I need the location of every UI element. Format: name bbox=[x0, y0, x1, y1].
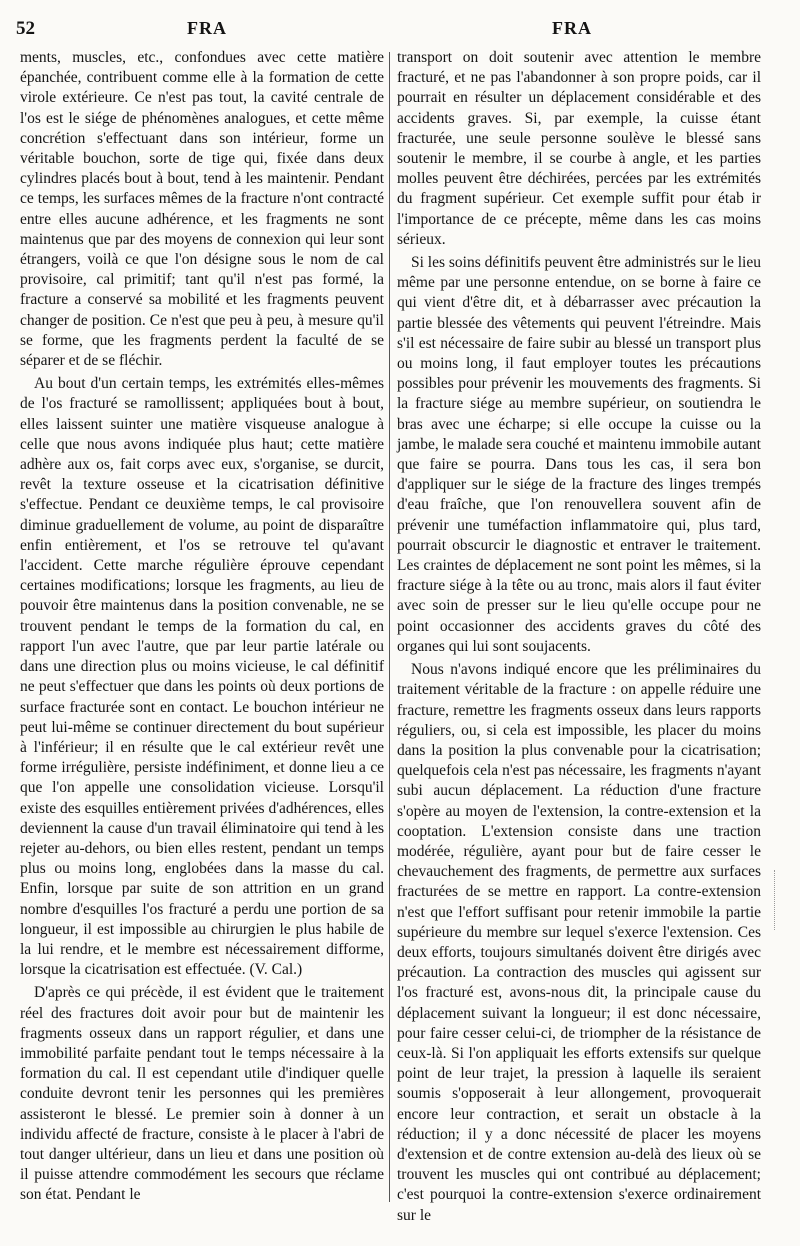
paragraph: Si les soins définitifs peuvent être administrés sur le lieu même par une personne entendue, on se borne à faire ce qui vient d'être dit, et à débarrasser avec précaution la partie blessée des vêtements qui peuvent l'étreindre. Mais s'il est nécessaire de faire subir au blessé un transport plus ou moins long, il faut employer toutes les précautions possibles pour prévenir les mouvements des fragments. Si la fracture siége au membre supérieur, on soutiendra le bras avec une écharpe; si elle occupe la cuisse ou la jambe, le malade sera couché et maintenu immobile autant que faire se pourra. Dans tous les cas, il sera bon d'appliquer sur le siége de la fracture des linges trempés d'eau fraîche, que l'on renouvellera souvent afin de prévenir une tuméfaction inflammatoire qui, plus tard, pourrait obscurcir le diagnostic et entraver le traitement. Les craintes de déplacement ne sont point les mêmes, si la fracture siége à la tête ou au tronc, mais alors il faut éviter avec soin de presser sur le lieu qu'elle occupe pour ne point occasionner des accidents graves du côté des organes qui lui sont soujacents. bbox=[397, 254, 761, 655]
paragraph: transport on doit soutenir avec attention le membre fracturé, et ne pas l'abandonner à son propre poids, car il pourrait en résulter un déplacement considérable et des accidents graves. Si, par exemple, la cuisse étant fracturée, une seule personne soulève le blessé sans soutenir le membre, il se courbe à angle, et les parties molles peuvent être déchirées, percées par les extrémités du fragment supérieur. Cet exemple suffit pour étab ir l'importance de ce précepte, même dans les cas moins sérieux. bbox=[397, 49, 761, 248]
paragraph: D'après ce qui précède, il est évident que le traitement réel des fractures doit avoir pour but de maintenir les fragments osseux dans un rapport régulier, et dans une immobilité parfaite pendant tout le temps nécessaire à la formation du cal. Il est cependant utile d'indiquer quelle conduite devront tenir les personnes qui les premières assisteront le blessé. Le premier soin à donner à un individu affecté de fracture, consiste à le placer à l'abri de tout danger ultérieur, dans un lieu et dans une position où il puisse attendre commodément les secours que réclame son état. Pendant le bbox=[20, 984, 384, 1204]
page-number: 52 bbox=[16, 18, 35, 39]
paragraph: Au bout d'un certain temps, les extrémités elles-mêmes de l'os fracturé se ramollissent; appliquées bout à bout, elles laissent suinter une matière visqueuse analogue à celle que nous avons indiquée plus haut; cette matière adhère aux os, fait corps avec eux, s'organise, se durcit, revêt la texture osseuse et la cicatrisation définitive s'effectue. Pendant ce deuxième temps, le cal provisoire diminue graduellement de volume, au point de disparaître enfin entièrement, et l'os se retrouve tel qu'avant l'accident. Cette marche régulière éprouve cependant certaines modifications; lorsque les fragments, au lieu de pouvoir être maintenus dans la position convenable, ne se trouvent pendant le temps de la formation du cal, en rapport l'un avec l'autre, que par leur partie latérale ou dans une direction plus ou moins vicieuse, le cal définitif ne peut s'effectuer que dans les points où deux portions de surface fracturée sont en contact. Le bouchon intérieur ne peut lui-même se continuer directement du bout supérieur à l'inférieur; il en résulte que le cal extérieur revêt une forme irrégulière, persiste indéfiniment, et donne lieu a ce que l'on appelle une consolidation vicieuse. Lorsqu'il existe des esquilles entièrement privées d'adhérences, elles deviennent la cause d'un travail éliminatoire qui tend à les rejeter au-dehors, ou bien elles restent, pendant un temps plus ou moins long, englobées dans la masse du cal. Enfin, lorsque par suite de son attrition en un grand nombre d'esquilles l'os fracturé a perdu une portion de sa longueur, il est impossible au chirurgien le plus habile de la lui rendre, et le membre est nécessairement difforme, lorsque la cicatrisation est effectuée. (V. Cal.) bbox=[20, 375, 384, 979]
running-header bbox=[0, 10, 800, 46]
paragraph: ments, muscles, etc., confondues avec cette matière épanchée, contribuent comme elle à la formation de cette virole extérieure. Ce n'est pas tout, la cavité centrale de l'os est le siége de phénomènes analogues, et cette même concrétion s'effectuant dans son intérieur, forme un véritable bouchon, sorte de tige qui, fixée dans deux cylindres placés bout à bout, tend à les maintenir. Pendant ce temps, les surfaces mêmes de la fracture n'ont contracté entre elles aucune adhérence, et les fragments ne sont maintenus que par des moyens de connexion qui leur sont étrangers, voilà ce que l'on désigne sous le nom de cal provisoire, cal primitif; tant qu'il n'est pas formé, la fracture a conservé sa mobilité et les fragments peuvent changer de position. Ce n'est que peu à peu, à mesure qu'il se forme, que les fragments perdent la faculté de se séparer et de se fléchir. bbox=[20, 49, 384, 370]
column-divider bbox=[389, 52, 390, 1202]
margin-mark bbox=[774, 870, 777, 930]
left-running-title: FRA bbox=[187, 18, 227, 38]
paragraph: Nous n'avons indiqué encore que les préliminaires du traitement véritable de la fracture : on appelle réduire une fracture, remettre les fragments osseux dans leurs rapports réguliers, ou, si cela est impossible, les placer du moins dans la position la plus convenable pour la cicatrisation; quelquefois cela n'est pas nécessaire, les fragments n'ayant subi aucun déplacement. La réduction d'une fracture s'opère au moyen de l'extension, la contre-extension et la cooptation. L'extension consiste dans une traction modérée, régulière, ayant pour but de faire cesser le chevauchement des fragments, de permettre aux surfaces fracturées de se mettre en rapport. La contre-extension n'est que l'effort suffisant pour retenir immobile la partie supérieure du membre sur lequel s'exerce l'extension. Ces deux efforts, toujours simultanés doivent être dirigés avec précaution. La contraction des muscles qui agissent sur l'os fracturé est, avons-nous dit, la principale cause du déplacement suivant la longueur; il est donc nécessaire, pour faire cesser celui-ci, de triompher de la résistance de ceux-là. Si l'on appliquait les efforts extensifs sur quelque point de leur trajet, la pression à laquelle ils seraient soumis s'opposerait à leur allongement, provoquerait encore leur contraction, et serait un obstacle à la réduction; il y a donc nécessité de placer les moyens d'extension et de contre extension au-delà des lieux où se trouvent les muscles qui ont contribué au déplacement; c'est pourquoi la contre-extension s'exerce ordinairement sur le bbox=[397, 661, 761, 1224]
left-column bbox=[20, 48, 384, 1209]
right-running-title: FRA bbox=[552, 18, 592, 38]
right-column bbox=[397, 48, 761, 1229]
